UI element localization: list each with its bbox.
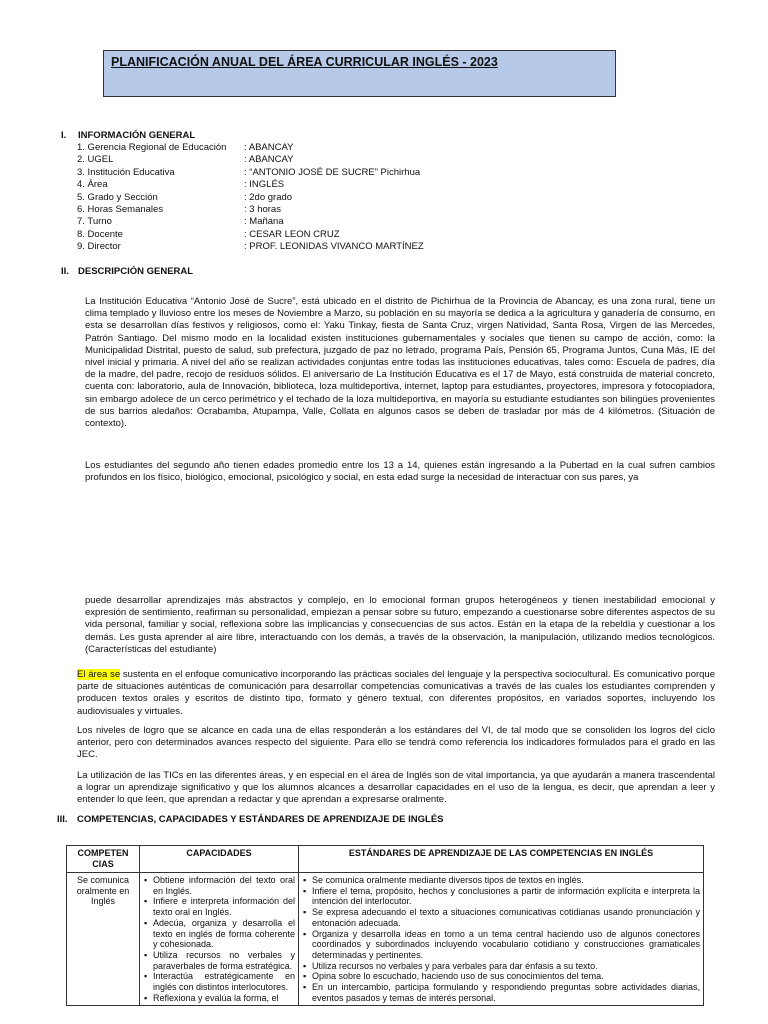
info-key: 7. Turno [77, 216, 112, 228]
section-number: I. [61, 130, 67, 141]
section-title: COMPETENCIAS, CAPACIDADES Y ESTÁNDARES DE APRENDIZAJE DE INGLÉS [77, 814, 444, 825]
levels-paragraph: Los niveles de logro que se alcance en cada una de ellas responderán a los estándares del VI, de tal modo que se consoliden los logros del ciclo anterior, pero con determinados avances respecto del siguiente. Para ello se tendrá como referencia los indicadores formulados para el grado en las JEC. [77, 725, 715, 761]
info-value: : “ANTONIO JOSÉ DE SUCRE” Pichirhua [244, 166, 421, 178]
info-value: : ABANCAY [244, 154, 294, 166]
list-item: ▪ Opina sobre lo escuchado, haciendo uso de sus conocimientos del tema. [312, 971, 700, 982]
info-value: : INGLÉS [244, 179, 285, 191]
info-value: : CESAR LEON CRUZ [244, 228, 340, 240]
list-item: ▪ Se comunica oralmente mediante diversos tipos de textos en inglés. [312, 875, 700, 886]
table-row [67, 873, 704, 1006]
list-item: ▪ Reflexiona y evalúa la forma, el [153, 993, 295, 1004]
list-item: ▪ Utiliza recursos no verbales y paraverbales de forma estratégica. [153, 950, 295, 971]
estandares-list [302, 875, 700, 1003]
students-paragraph-continued: puede desarrollar aprendizajes más abstractos y complejo, en lo emocional forman grupos heterogéneos y tienen inestabilidad emocional y expresión de sentimiento, reafirman su personalidad, empiezan a pensar sobre su futuro, empezando a cuestionarse sobre diferentes aspectos de su vida personal, familiar y social, reflexiona sobre las implicancias y consecuencias de sus actos. Están en la etapa de la rebeldía y cuestionar a los demás. Les gusta aprender al aire libre, interactuando con los demás, a través de la observación, la manipulación, utilizando medios tecnológicos. (Características del estudiante) [85, 595, 715, 655]
list-item: ▪ Organiza y desarrolla ideas en torno a un tema central haciendo uso de algunos conectores coordinados y subordinados incluyendo vocabulario cotidiano y construcciones gramaticales determinadas y pertinentes. [312, 929, 700, 961]
section-number: III. [57, 814, 68, 825]
info-key: 1. Gerencia Regional de Educación [77, 142, 227, 153]
info-key: 4. Área [77, 179, 108, 191]
competencia-cell: Se comunica oralmente en Inglés [67, 873, 140, 1006]
highlighted-text: El área se [77, 669, 121, 680]
info-key: 2. UGEL [77, 154, 114, 166]
info-key: 9. Director [77, 241, 121, 253]
capacidades-cell [140, 873, 299, 1006]
capacidades-list [143, 875, 295, 1003]
list-item: ▪ Se expresa adecuando el texto a situaciones comunicativas cotidianas usando pronunciación y entonación adecuada. [312, 907, 700, 928]
list-item: ▪ Adecúa, organiza y desarrolla el texto en inglés de forma coherente y cohesionada. [153, 918, 295, 950]
info-key: 5. Grado y Sección [77, 191, 158, 203]
info-key: 8. Docente [77, 228, 123, 240]
section-title: INFORMACIÓN GENERAL [78, 130, 196, 141]
column-header-estandares: ESTÁNDARES DE APRENDIZAJE DE LAS COMPETENCIAS EN INGLÉS [299, 846, 704, 873]
competencies-table [66, 845, 704, 1006]
info-value: : ABANCAY [244, 142, 294, 153]
list-item: ▪ En un intercambio, participa formulando y respondiendo preguntas sobre actividades diarias, eventos pasados y temas de interés personal. [312, 982, 700, 1003]
context-paragraph: La Institución Educativa “Antonio José de Sucre”, está ubicado en el distrito de Pichirhua de la Provincia de Abancay, es una zona rural, tiene un clima templado y lluvioso entre los meses de Noviembre a Marzo, su población en su mayoría se dedica a la agricultura y ganadería de consumo, en esta se desarrollan días festivos y religiosos, como el: Yaku Tinkay, fiesta de Santa Cruz, virgen Natividad, Santa Rosa, Virgen de las Mercedes, Patrón Santiago. Del mismo modo en la localidad existen instituciones gubernamentales y sociales que tienen su campo de acción, como: la Municipalidad Distrital, puesto de salud, sub prefectura, juzgado de paz no letrado, programa País, Pensión 65, Programa Juntos, Cuna Más, IE del nivel inicial y primaria. A nivel del año se realizan actividades conjuntas entre todas las instituciones educativas, tales como: Escuela de padres, día de la madre, del padre, recojo de residuos sólidos. El aniversario de La Institución Educativa es el 17 de Mayo, está construida de material concreto, cuenta con: laboratorio, aula de Innovación, biblioteca, loza multideportiva, internet, laptop para estudiantes, proyectores, impresora y fotocopiadora, sin embargo adolece de un cerco perimétrico y el techado de la loza multideportiva, en mayoría su estudiante estudiantes son bilingües provenientes de sus barrios aledaños: Ocrabamba, Atupampa, Valle, Collata en algunos casos se deben de trasladar por más de 4 kilómetros. (Situación de contexto). [85, 296, 715, 430]
students-paragraph-start: Los estudiantes del segundo año tienen edades promedio entre los 13 a 14, quienes están ingresando a la Pubertad en la cual sufren cambios profundos en los físico, biológico, emocional, psicológico y social, en esta edad surge la necesidad de interactuar con sus pares, ya [85, 460, 715, 484]
list-item: ▪ Utiliza recursos no verbales y para verbales para dar énfasis a su texto. [312, 961, 700, 972]
column-header-competencias: COMPETEN CIAS [67, 846, 140, 873]
document-title: PLANIFICACIÓN ANUAL DEL ÁREA CURRICULAR INGLÉS - 2023 [111, 55, 498, 69]
info-value: : 3 horas [244, 203, 281, 215]
info-value: : PROF. LEONIDAS VIVANCO MARTÍNEZ [244, 241, 424, 253]
area-paragraph [77, 669, 715, 718]
table-header-row [67, 846, 704, 873]
column-header-capacidades: CAPACIDADES [140, 846, 299, 873]
info-value: : Mañana [244, 216, 284, 228]
info-key: 6. Horas Semanales [77, 203, 164, 215]
area-paragraph-text: sustenta en el enfoque comunicativo incorporando las prácticas sociales del lenguaje y la perspectiva sociocultural. Es comunicativo porque parte de situaciones auténticas de comunicación para desarrollar competencias comunicativas a través de las cuales los estudiantes comprenden y producen textos orales y escritos de distinto tipo, formato y género textual, con diferentes propósitos, en variados soportes, incluyendo los audiovisuales y virtuales. [77, 669, 715, 717]
list-item: ▪ Infiere e interpreta información del texto oral en Inglés. [153, 896, 295, 917]
tics-paragraph: La utilización de las TICs en las diferentes áreas, y en especial en el área de Inglés son de vital importancia, ya que ayudarán a manera trascendental a lograr un aprendizaje significativo y que los alumnos alcances a desarrollar capacidades en el uso de la lengua, es decir, que aprendan a leer y entender lo que leen, que aprendan a redactar y que aprendan a expresarse oralmente. [77, 770, 715, 806]
info-value: : 2do grado [244, 191, 293, 203]
list-item: ▪ Infiere el tema, propósito, hechos y conclusiones a partir de información explícita e interpreta la intención del interlocutor. [312, 886, 700, 907]
section-title: DESCRIPCIÓN GENERAL [78, 266, 194, 277]
list-item: ▪ Obtiene información del texto oral en Inglés. [153, 875, 295, 896]
list-item: ▪ Interactúa estratégicamente en inglés con distintos interlocutores. [153, 971, 295, 992]
estandares-cell [299, 873, 704, 1006]
section-number: II. [61, 266, 69, 277]
title-box [103, 50, 616, 97]
info-key: 3. Institución Educativa [77, 166, 175, 178]
